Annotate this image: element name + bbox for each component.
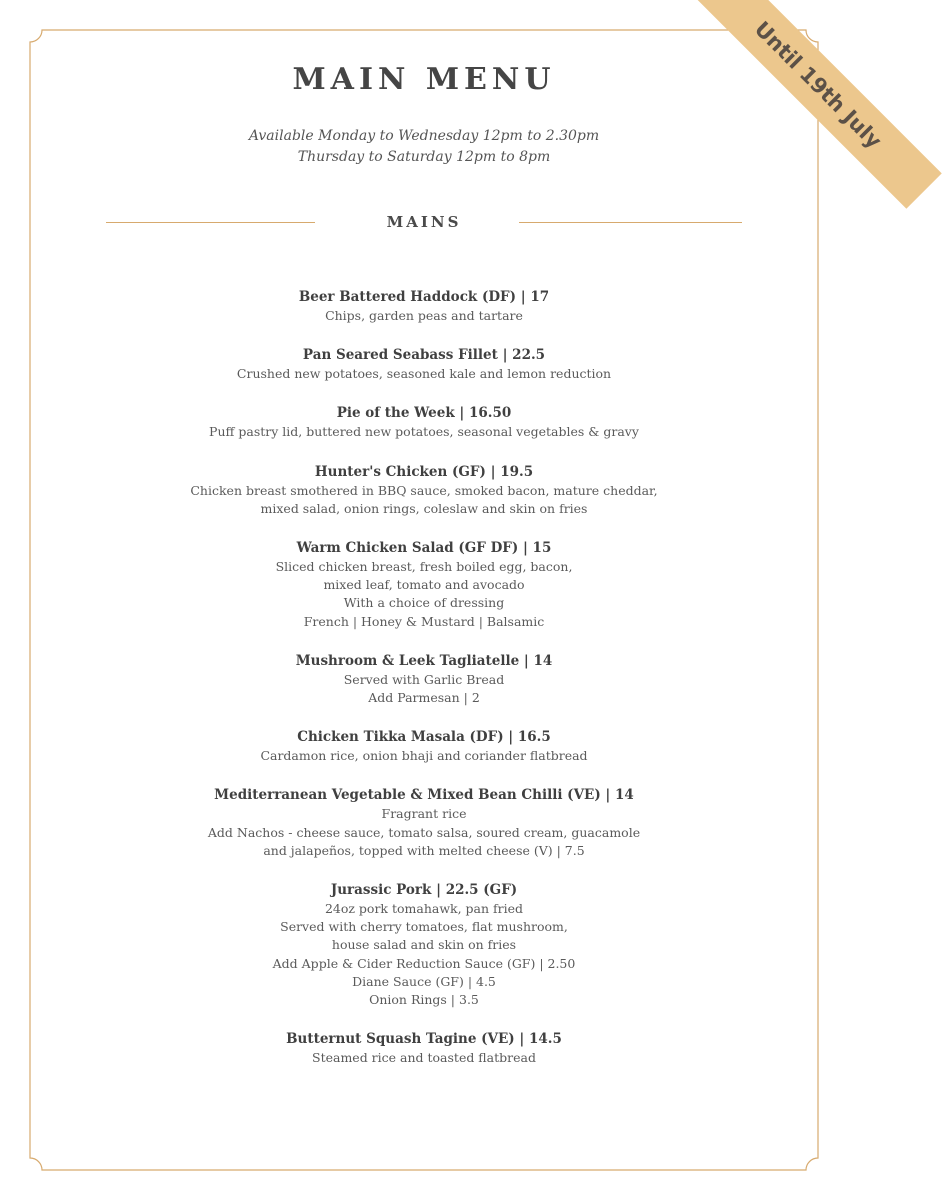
ribbon-label: Until 19th July (694, 0, 941, 209)
page-title: MAIN MENU (292, 62, 556, 97)
section-title: MAINS (386, 213, 462, 231)
menu-item-description: house salad and skin on fries (331, 937, 517, 953)
menu-item-title: Pan Seared Seabass Fillet | 22.5 (302, 347, 546, 364)
menu-item (0, 785, 848, 860)
menu-item-title: Hunter's Chicken (GF) | 19.5 (314, 463, 534, 480)
menu-item (0, 462, 848, 518)
menu-item (0, 880, 848, 1009)
menu-item-description: Crushed new potatoes, seasoned kale and lemon reduction (236, 366, 612, 382)
menu-item-description: mixed leaf, tomato and avocado (323, 577, 525, 593)
availability-line: Available Monday to Wednesday 12pm to 2.30pm (248, 128, 600, 144)
menu-item (0, 727, 848, 765)
menu-item-description: Cardamon rice, onion bhaji and coriander flatbread (260, 748, 588, 764)
menu-item-description: Served with cherry tomatoes, flat mushroom, (280, 919, 568, 935)
menu-item-description: Steamed rice and toasted flatbread (312, 1050, 536, 1066)
menu-item (0, 287, 848, 325)
menu-item-description: Onion Rings | 3.5 (369, 992, 479, 1008)
menu-item-description: mixed salad, onion rings, coleslaw and skin on fries (260, 500, 588, 516)
menu-item-title: Mushroom & Leek Tagliatelle | 14 (295, 652, 553, 669)
menu-item-description: Sliced chicken breast, fresh boiled egg, bacon, (275, 559, 573, 575)
menu-item-description: 24oz pork tomahawk, pan fried (324, 901, 524, 917)
menu-item-description: Fragrant rice (381, 806, 467, 822)
menu-item-description: Served with Garlic Bread (343, 671, 505, 687)
menu-item-description: Add Apple & Cider Reduction Sauce (GF) | 2.50 (272, 955, 576, 971)
menu-item-description: Puff pastry lid, buttered new potatoes, seasonal vegetables & gravy (209, 424, 639, 440)
menu-item-description: Chicken breast smothered in BBQ sauce, smoked bacon, mature cheddar, (190, 482, 658, 498)
menu-item-description: Add Nachos - cheese sauce, tomato salsa, soured cream, guacamole (207, 824, 641, 840)
date-ribbon (648, 0, 887, 200)
menu-items-list (0, 287, 848, 1087)
menu-item (0, 538, 848, 631)
menu-item-title: Jurassic Pork | 22.5 (GF) (330, 882, 518, 899)
menu-item (0, 403, 848, 441)
menu-item-description: and jalapeños, topped with melted cheese (V) | 7.5 (263, 842, 585, 858)
menu-item-description: Chips, garden peas and tartare (325, 308, 523, 323)
menu-item-title: Mediterranean Vegetable & Mixed Bean Chilli (VE) | 14 (214, 787, 634, 804)
menu-item-title: Warm Chicken Salad (GF DF) | 15 (296, 540, 552, 557)
menu-item-title: Butternut Squash Tagine (VE) | 14.5 (286, 1031, 562, 1048)
menu-item (0, 345, 848, 383)
menu-item-description: With a choice of dressing (343, 595, 505, 611)
menu-item-description: Diane Sauce (GF) | 4.5 (352, 973, 496, 989)
menu-item-description: French | Honey & Mustard | Balsamic (303, 613, 545, 629)
menu-item-title: Chicken Tikka Masala (DF) | 16.5 (297, 729, 551, 746)
menu-item-description: Add Parmesan | 2 (368, 690, 480, 706)
availability-text (0, 126, 848, 168)
menu-item-title: Beer Battered Haddock (DF) | 17 (298, 289, 550, 305)
menu-item-title: Pie of the Week | 16.50 (336, 405, 512, 422)
menu-item (0, 1029, 848, 1067)
availability-line: Thursday to Saturday 12pm to 8pm (297, 149, 551, 165)
menu-item (0, 651, 848, 707)
